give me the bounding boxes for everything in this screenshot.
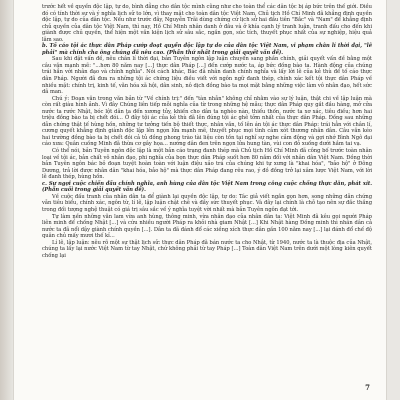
text-line: dân sinh, nô dịch đồng bào ta mọi mặt bằng những việc làm vô nhân đạo, hết sức dã man. — [42, 82, 372, 96]
text-line: hóa", "bảo hộ" ở Đông Dương, trả lời được nhân dân "khai hóa, bảo hộ" mà thực dân Pháp — [42, 161, 373, 174]
book-gutter-shadow — [0, 0, 14, 400]
paragraph-c-2 — [42, 214, 372, 240]
section-heading-c: c. Sự ngợi cuộc chiến đấu chính nghĩa, anh hùng của dân tộc Việt Nam trong công cuộc chống thực dân, phát xít. (Phần cuối trong giải quyết vấn đề). — [42, 180, 372, 194]
text-line: đang rêu rao, ý đồ đồng trở lại xâm lược Việt Nam, với lời lẽ đanh thép, hùng hồn. — [42, 167, 372, 181]
text-line: sự lý luận, thật chi về lập luận mà còn rất giàu hình ảnh. Vì đây Chúng liên tiếp mỗi — [42, 95, 372, 109]
text-line: chính, giải quyết vấn đề bằng một câu văn mạnh mẽ: "...hơn 80 năm nay [...] thực dân — [42, 56, 372, 69]
text-line: nghĩa của từ trong những hệ mẫu; thực dân Pháp quy gắt đầu hàng, mở cửa nước ta rước — [42, 102, 373, 115]
text-line: xác, tiêu điều; hơn hai triệu đồng bào ta bị chết đói... Ở đây tội ác của kẻ thù đã — [42, 108, 373, 122]
text-line: Tự làm nền những văn lam vừa anh hùng, thông minh, vừa nhân đạo của nhân dân ta: Việt — [52, 213, 295, 220]
text-line: xuống dưới hầm tai vạ. — [301, 141, 362, 148]
text-line: Pháp [...] đến cướp nước ta, áp bức đồng bào ta. Hành động của chúng trái hẳn với nhân — [42, 62, 372, 76]
text-line: Chú ý: Đoạn văn trong văn bản từ "Về chính trị:" đến "tàn nhẫn" không chỉ nhằm vào — [52, 95, 280, 102]
section-heading-b: b. Tố cáo tội ác thực dân Pháp cướp đoạt quyền độc lập tự do của dân tộc Việt Nam, vi phạm chân lí thời đại, "lẽ phải" mà chính cha ông chúng đã nêu cao. (Phần thứ nhất trong giải quyết vấn đề). — [42, 43, 372, 56]
text-line: Có thể nói, bản Tuyên ngôn độc lập là một bản cáo trạng đanh thép mà Chủ tịch Hồ — [52, 148, 273, 155]
text-line: gọn hơn, song những dẫn chứng vẫn tiêu biểu, chính xác, ngôn từ, lí lẽ, lập luận chặt chẽ — [42, 193, 372, 207]
text-line: Chí Minh đã công bố trước toàn nhân loại về tội ác, bản chất vô nhân đạo, phi nghĩa của — [42, 148, 372, 161]
text-line: sâu sắc, ngắn gọn, súc tích, thuyết phục nhất của sự nghiệp, hiệu quả lâm sao. — [42, 30, 373, 43]
text-line: tranh luận, tranh đấu cho đến khi giành được chủ quyền, thể hiện một văn kiện lịch sử — [42, 23, 372, 37]
text-line: chủ quyền của dân tộc Việt Nam, thì nay, Hồ Chí Minh nhân danh ở đâu và ở khía cạnh lý — [42, 23, 281, 30]
paragraph-b-1 — [42, 56, 372, 95]
text-line: phải từ tay Pháp [...] Toàn dân Việt Nam trên dưới một lòng kiên quyết chống lại — [42, 246, 372, 259]
text-line: 1940, nước ta là thuộc địa của Nhật, chúng ta lấy lại nước Việt Nam từ tay Nhật, chứ không — [42, 239, 372, 253]
text-line: dân tộc. Nếu như trước đây, Nguyễn Trãi dùng chứng cứ lịch sử hai đầu tiên "Bắc" và "Nam" để khẳng định — [90, 17, 373, 24]
text-line: những tư tưởng tiến bộ thiết thực, nhân văn, tố lên án tội ác thực dân Pháp: trái hẳn với chân — [118, 121, 366, 128]
text-line: để tố cáo thực dân Pháp. Người đã đưa ra những tội ác chứng liệu điều viết với ngôn ngữ — [42, 69, 372, 83]
text-column — [42, 4, 372, 259]
text-line: đanh thép, chính xác kết tội thực dân Pháp về nhiều mặt: chính trị, kinh tế, văn hóa xã hội, — [42, 76, 372, 89]
paragraph-b-summary — [42, 148, 372, 181]
text-line: Sau khi đặt vấn đề, nêu chân lí thời đại, bản Tuyên ngôn lập luận chuyển sang phần — [52, 56, 279, 63]
text-line: trước hết về quyền độc lập, tự do, bình đẳng cho dân tộc mình cũng như cho toàn thể các dân — [42, 4, 287, 10]
book-page — [14, 0, 386, 400]
text-line: lên đúng tội ác ghê tởm nhất của thực dân Pháp. Đồng sau những dẫn chứng thật tế hùng hồn, — [42, 115, 372, 128]
text-line: tộc bị áp bức trên thế giới. Điều đó có tính thời sự và ý nghĩa lịch sử to lớn, vì thay mặt — [42, 4, 372, 17]
text-line: cho toàn dân tộc Việt Nam, Chủ tịch Hồ Chí Minh đã khẳng định quyền độc lập, tự do của — [42, 10, 372, 24]
text-line: bọn thực dân Pháp suốt hơn 80 năm đối với nhân dân Việt Nam. Đồng thời bản Tuyên — [42, 154, 372, 168]
text-line: phong trào tài liệu còn tồn tại nghĩ sự nghe cảm động và gợi nhớ Bình Ngô đại cáo xưa: Quân — [42, 134, 373, 148]
paragraph-intro — [42, 4, 372, 43]
text-line: nghệ thuật có giá trị sâu sắc về ý nghĩa tuyệt vời nhất mà bản Tuyên ngôn đạt tới. — [84, 206, 299, 213]
text-line: và đầy sức thuyết phục. Và đây lại chính là chỗ tạo nên sự đắc thắng trong đối tượng — [42, 200, 372, 213]
text-line: Minh đã kêu gọi người Pháp liên minh để chống Nhật [...] và cứu nhiều người Pháp ra — [42, 213, 372, 227]
text-line: lại đánh đổ chế độ quân chủ mấy mươi thế kỉ... — [42, 226, 373, 240]
text-line: Về cuộc đấu tranh của nhân dân ta để giành lại quyền độc lập, tự do: Tác giả viết ngắn — [52, 193, 285, 200]
text-line: lí, cương quyết khẳng định giành độc lập lên ngọn lửa mạnh mẽ, thuyết phục mọi — [42, 121, 372, 135]
page-number: 7 — [365, 383, 370, 392]
text-line: cuồng Minh đã thừa cơ gây họa... nướng dân đen trên ngọn lửa hung tàn, vùi con đỏ — [80, 141, 301, 148]
paragraph-c-1 — [42, 194, 372, 214]
text-line: đạo và chính nghĩa". Nói cách khác, Bác đã nhân danh chính nghĩa và lấy lời lẽ của kẻ thù — [89, 69, 332, 76]
text-line: khỏi nhà giam Nhật [...] Khi Nhật hàng Đồng minh thì nhân dân cả nước ta đã nổi dậy — [42, 220, 373, 233]
text-line: giành chính quyền [...]. Dân ta đã đánh đổ các xiềng xích thực dân gần 100 năm nay [...] — [91, 226, 323, 233]
paragraph-c-3 — [42, 240, 372, 260]
text-line: ngôn bác bỏ đoạn tuyệt hoàn toàn với luận điệu xảo trá của chúng khi tự xưng là "khai — [72, 161, 310, 168]
paragraph-b-note — [42, 96, 372, 148]
text-line: tình cảm xót thương nhân dân. Câu văn kéo hai trường đồng bào ta bị chết đói cả tủ đồng — [42, 128, 372, 141]
text-line: Nhật, bóc lột dân ta đến xương tủy, khiến cho dân ta nghèo nàn, thiếu thốn, nước ta xơ — [77, 108, 311, 115]
text-line: Lí lẽ, lập luận: nêu rõ một sự thật lịch sử: thực dân Pháp đã bán nước ta cho Nhật, từ — [52, 239, 275, 246]
